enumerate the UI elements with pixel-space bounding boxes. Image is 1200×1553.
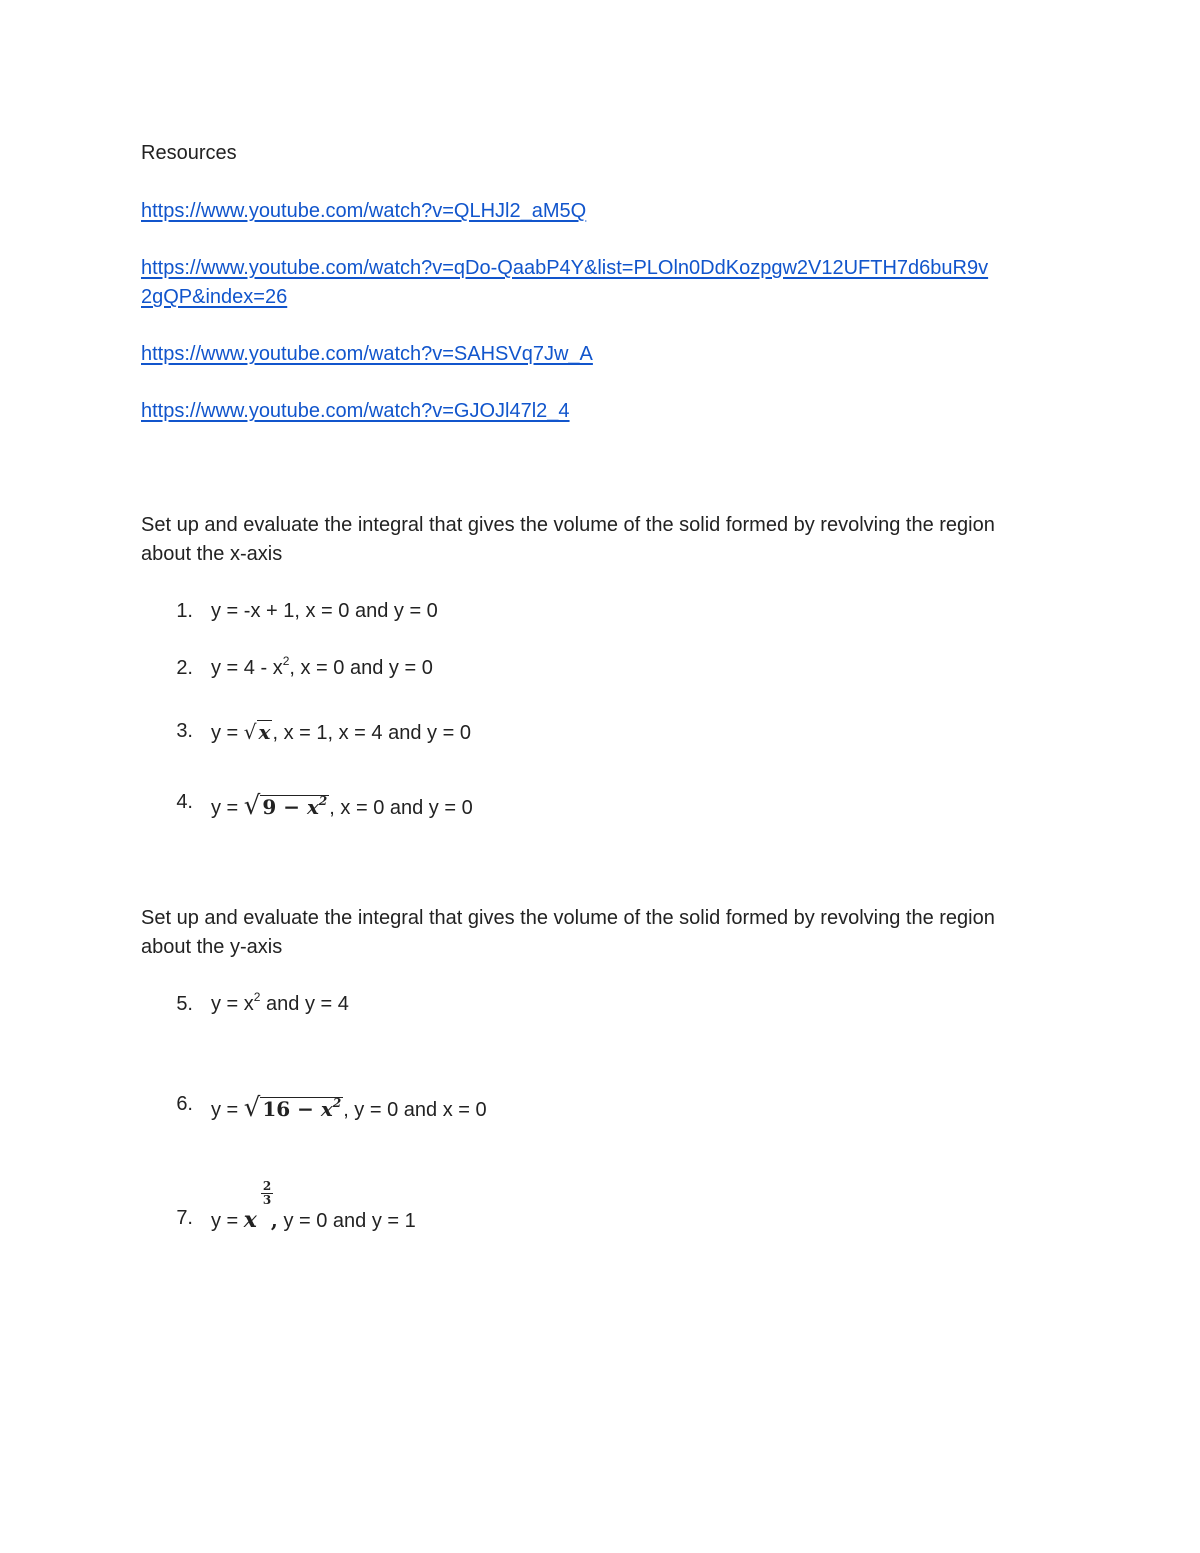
item-number: 7. [176, 1207, 193, 1229]
equation: y = √ x , x = 1, x = 4 and y = 0 [211, 720, 471, 744]
fraction-exponent: 2 3 [262, 1179, 272, 1207]
square-root: √ $16 - x^2$ [243, 1093, 342, 1123]
item-number: 5. [176, 993, 193, 1015]
item-number: 3. [176, 720, 193, 742]
resources-heading: Resources [141, 142, 237, 164]
resource-link-4[interactable]: https://www.youtube.com/watch?v=GJOJl47l2_4 [141, 400, 570, 422]
equation: y = √ $16 - x^2$ , y = 0 and x = 0 [211, 1093, 487, 1123]
section1-instruction: Set up and evaluate the integral that gives the volume of the solid formed by revolving the region about the x-axis [141, 514, 995, 565]
item-number: 6. [176, 1093, 193, 1115]
item-number: 2. [176, 657, 193, 679]
resource-link-3[interactable]: https://www.youtube.com/watch?v=SAHSVq7Jw_A [141, 343, 593, 365]
resource-link-2[interactable]: https://www.youtube.com/watch?v=qDo-QaabP4Y&list=PLOln0DdKozpgw2V12UFTH7d6buR9v [141, 257, 989, 279]
resource-link-1[interactable]: https://www.youtube.com/watch?v=QLHJl2_aM5Q [141, 200, 587, 222]
equation: $y = 4 - x^2$, x = 0 and y = 0 [211, 654, 433, 679]
equation: $y = x^2$ and y = 4 [211, 990, 349, 1015]
item-number: 4. [176, 791, 193, 813]
item-number: 1. [176, 600, 193, 622]
resource-link-2-continued[interactable]: 2gQP&index=26 [141, 286, 288, 308]
equation: y = √ $9 - x^2$ , x = 0 and y = 0 [211, 791, 473, 821]
square-root: √ x [243, 720, 271, 744]
equation: y = x , y = 0 and y = 1 [211, 1207, 416, 1233]
square-root: √ $9 - x^2$ [243, 791, 328, 821]
section2-instruction: Set up and evaluate the integral that gives the volume of the solid formed by revolving the region about the y-axis [141, 907, 995, 958]
equation-text: y = -x + 1, x = 0 and y = 0 [211, 600, 438, 622]
